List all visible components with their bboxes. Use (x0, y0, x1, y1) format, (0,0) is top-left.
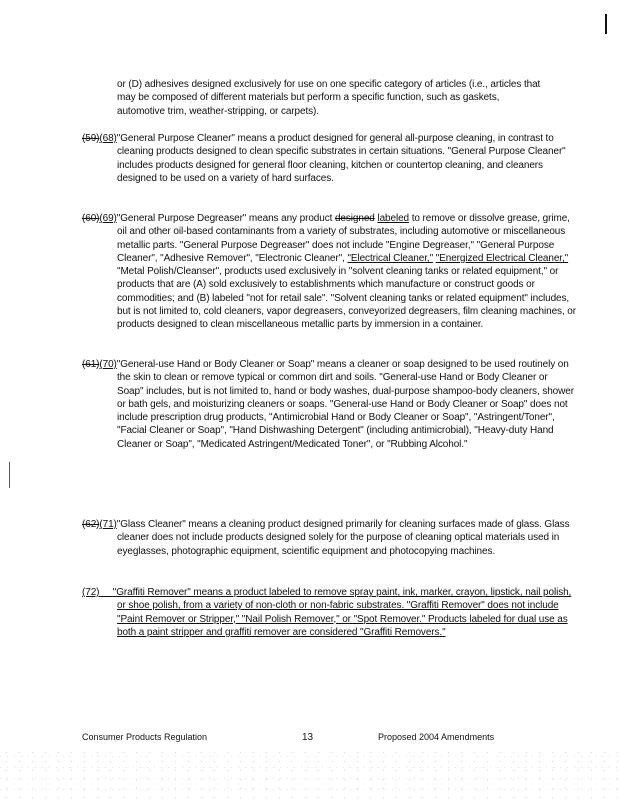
footer-title: Consumer Products Regulation (82, 732, 208, 742)
old-number: (62) (82, 519, 100, 530)
new-number: (70) (99, 359, 117, 370)
continuation-text: or (D) adhesives designed exclusively for use on one specific category of articles (i.e., articles that may be composed of different materials but perform a specific function, such as gaskets, automotive trim, weather-stripping, or carpets). (117, 79, 541, 117)
revision-margin-tick (9, 462, 10, 488)
page-number: 13 (302, 732, 314, 743)
definition-general-purpose-degreaser (82, 212, 576, 332)
definition-text-part-3: "Metal Polish/Cleanser", products used exclusively in "solvent cleaning tanks or related equipment," or products that are (A) sold exclusively to establishments which manufacture or construct goods or commodities; and (B) labeled "not for retail sale". "Solvent cleaning tanks or related equipment" includes, but is not limited to, cold cleaners, vapor degreasers, conveyorized degreasers, film cleaning machines, or products designed to clean miscellaneous metallic parts by immersion in a container. (117, 266, 576, 331)
new-number: (71) (99, 519, 117, 530)
definition-text-part-2: to remove or dissolve grease, grime, oil and other oil-based contaminants from a variety of substrates, including automotive or miscellaneous metallic parts. "General Purpose Degreaser" does not include "Engine Degreaser," "General Purpose Cleaner", "Adhesive Remover", "Electronic Cleaner", (117, 213, 570, 264)
definition-general-purpose-cleaner (82, 132, 576, 185)
definition-text: "Glass Cleaner" means a cleaning product designed primarily for cleaning surfaces made of glass. Glass cleaner does not include products designed solely for the purpose of cleaning optical materials used in eyeglasses, photographic equipment, scientific equipment and photocopying machines. (116, 519, 570, 557)
definition-general-use-hand-cleaner (82, 358, 576, 451)
inserted-energized-electrical-cleaner: "Energized Electrical Cleaner," (435, 252, 569, 264)
continuation-paragraph (117, 78, 541, 118)
inserted-electrical-cleaner: "Electrical Cleaner," (347, 252, 434, 264)
definition-graffiti-remover (82, 586, 576, 639)
new-number: (72) (82, 587, 100, 598)
definition-glass-cleaner (82, 518, 576, 558)
footer-amendments: Proposed 2004 Amendments (378, 732, 495, 742)
new-number: (69) (99, 213, 117, 224)
old-number: (60) (82, 213, 100, 224)
definition-text: "General-use Hand or Body Cleaner or Soap" means a cleaner or soap designed to be used routinely on the skin to clean or remove typical or common dirt and soils. "General-use Hand or Body Cleaner or Soap" includes, but is not limited to, hand or body washes, dual-purpose shampoo-body cleaners, shower or bath gels, and moisturizing cleaners or soaps. "General-use Hand or Body Cleaner or Soap" does not include prescription drug products, "Antimicrobial Hand or Body Cleaner or Soap", "Astringent/Toner", "Facial Cleaner or Soap", "Hand Dishwashing Detergent" (including antimicrobial), "Heavy-duty Hand Cleaner or Soap", "Medicated Astringent/Medicated Toner", or "Rubbing Alcohol." (116, 359, 574, 450)
inserted-word: labeled (377, 213, 410, 224)
definition-text: "Graffiti Remover" means a product labeled to remove spray paint, ink, marker, crayon, lipstick, nail polish, or shoe polish, from a variety of non-cloth or non-fabric substrates. "Graffiti Remover" does not include "Paint Remover or Stripper," "Nail Polish Remover," or "Spot Remover." Products labeled for dual use as both a paint stripper and graffiti remover are considered "Graffiti Removers." (112, 587, 572, 638)
old-number: (61) (82, 359, 100, 370)
old-number: (59) (82, 133, 100, 144)
revision-margin-bar (605, 14, 607, 34)
new-number: (68) (99, 133, 117, 144)
scan-noise (0, 748, 619, 800)
page-footer (0, 732, 619, 746)
definition-text-part-1: "General Purpose Degreaser" means any product (116, 213, 335, 224)
definition-text: "General Purpose Cleaner" means a product designed for general all-purpose cleaning, in contrast to cleaning products designed to clean specific substrates in certain situations. "General Purpose Cleaner" includes products designed for general floor cleaning, kitchen or countertop cleaning, and cleaners designed to be used on a variety of hard surfaces. (116, 133, 566, 184)
deleted-word: designed (334, 213, 375, 224)
